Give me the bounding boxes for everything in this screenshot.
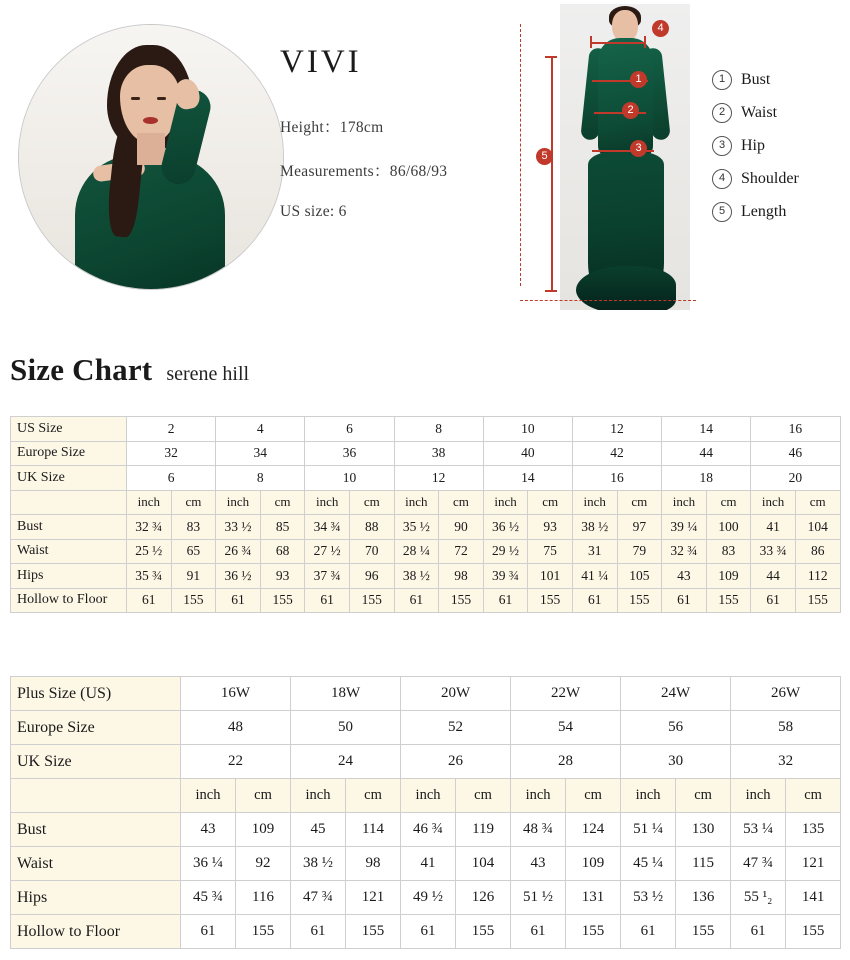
table-row bbox=[11, 711, 841, 745]
unit-cell: inch bbox=[127, 490, 172, 515]
cell: 61 bbox=[305, 588, 350, 613]
cell: 33 ½ bbox=[216, 515, 261, 540]
cell: 14 bbox=[483, 466, 572, 491]
table-row bbox=[11, 539, 841, 564]
cell: 115 bbox=[676, 847, 731, 881]
table-row bbox=[11, 515, 841, 540]
marker-4-shoulder: 4 bbox=[652, 20, 669, 37]
unit-cell: cm bbox=[439, 490, 484, 515]
cell: 155 bbox=[795, 588, 840, 613]
unit-cell: cm bbox=[260, 490, 305, 515]
legend-label-length: Length bbox=[741, 203, 787, 220]
cell: 36 ½ bbox=[216, 564, 261, 589]
cell: 32 ¾ bbox=[127, 515, 172, 540]
cell: 55 ¹₂ bbox=[731, 881, 786, 915]
cell: 61 bbox=[127, 588, 172, 613]
cell: 43 bbox=[662, 564, 707, 589]
cell: 49 ½ bbox=[401, 881, 456, 915]
unit-cell: cm bbox=[706, 490, 751, 515]
cell: 48 ¾ bbox=[511, 813, 566, 847]
unit-cell: inch bbox=[662, 490, 707, 515]
cell: 38 ½ bbox=[394, 564, 439, 589]
legend-label-waist: Waist bbox=[741, 104, 778, 121]
table-row-units bbox=[11, 779, 841, 813]
table-row bbox=[11, 915, 841, 949]
brand-info bbox=[280, 44, 520, 243]
cell: 65 bbox=[171, 539, 216, 564]
cell: 32 bbox=[127, 441, 216, 466]
cell: 10 bbox=[483, 417, 572, 442]
cell: 32 bbox=[731, 745, 841, 779]
marker-2-waist: 2 bbox=[622, 102, 639, 119]
cell: 33 ¾ bbox=[751, 539, 796, 564]
unit-cell: inch bbox=[621, 779, 676, 813]
cell: 61 bbox=[216, 588, 261, 613]
cell: 86 bbox=[795, 539, 840, 564]
cell: 109 bbox=[706, 564, 751, 589]
guide-dashed-bottom bbox=[520, 300, 696, 301]
cell: 98 bbox=[346, 847, 401, 881]
unit-cell: cm bbox=[617, 490, 662, 515]
cell: 61 bbox=[751, 588, 796, 613]
unit-cell: cm bbox=[795, 490, 840, 515]
legend-badge-3: 3 bbox=[712, 136, 732, 156]
cell: 28 ¼ bbox=[394, 539, 439, 564]
table-row bbox=[11, 677, 841, 711]
cell: 26 bbox=[401, 745, 511, 779]
model-us-size: US size: 6 bbox=[280, 203, 347, 220]
table-row bbox=[11, 588, 841, 613]
cell: 155 bbox=[346, 915, 401, 949]
legend-item-hip bbox=[712, 136, 844, 156]
cell: 121 bbox=[346, 881, 401, 915]
cell: 46 bbox=[751, 441, 840, 466]
cell: 48 bbox=[181, 711, 291, 745]
row-label-plus-size: Plus Size (US) bbox=[11, 677, 181, 711]
cell: 124 bbox=[566, 813, 621, 847]
cell: 53 ¼ bbox=[731, 813, 786, 847]
cell: 24 bbox=[291, 745, 401, 779]
legend-badge-4: 4 bbox=[712, 169, 732, 189]
size-chart-heading bbox=[10, 352, 249, 388]
cell: 12 bbox=[394, 466, 483, 491]
row-label-europe-size: Europe Size bbox=[11, 441, 127, 466]
unit-cell: inch bbox=[511, 779, 566, 813]
cell: 2 bbox=[127, 417, 216, 442]
model-illustration bbox=[19, 25, 283, 289]
size-chart-subtitle: serene hill bbox=[166, 363, 250, 385]
cell: 37 ¾ bbox=[305, 564, 350, 589]
cell: 44 bbox=[662, 441, 751, 466]
table-row-units bbox=[11, 490, 841, 515]
row-label-units bbox=[11, 779, 181, 813]
measurement-legend bbox=[712, 70, 844, 235]
cell: 34 bbox=[216, 441, 305, 466]
unit-cell: cm bbox=[171, 490, 216, 515]
table-row bbox=[11, 441, 841, 466]
unit-cell: cm bbox=[528, 490, 573, 515]
cell: 20 bbox=[751, 466, 840, 491]
cell: 116 bbox=[236, 881, 291, 915]
cell: 88 bbox=[349, 515, 394, 540]
table-row bbox=[11, 466, 841, 491]
cell: 90 bbox=[439, 515, 484, 540]
cell: 61 bbox=[291, 915, 346, 949]
cell: 18W bbox=[291, 677, 401, 711]
cell: 114 bbox=[346, 813, 401, 847]
unit-cell: cm bbox=[566, 779, 621, 813]
header-section bbox=[0, 0, 850, 320]
cell: 30 bbox=[621, 745, 731, 779]
cell: 75 bbox=[528, 539, 573, 564]
cell: 54 bbox=[511, 711, 621, 745]
dress-photo bbox=[560, 4, 690, 310]
cell: 155 bbox=[456, 915, 511, 949]
row-label-waist: Waist bbox=[11, 847, 181, 881]
cell: 12 bbox=[572, 417, 661, 442]
cell: 155 bbox=[706, 588, 751, 613]
cell: 135 bbox=[786, 813, 841, 847]
cell: 155 bbox=[349, 588, 394, 613]
row-label-us-size: US Size bbox=[11, 417, 127, 442]
cell: 51 ¼ bbox=[621, 813, 676, 847]
cell: 28 bbox=[511, 745, 621, 779]
cell: 61 bbox=[394, 588, 439, 613]
row-label-hollow-to-floor: Hollow to Floor bbox=[11, 588, 127, 613]
cell: 43 bbox=[511, 847, 566, 881]
cell: 45 bbox=[291, 813, 346, 847]
cell: 130 bbox=[676, 813, 731, 847]
table-row bbox=[11, 745, 841, 779]
standard-size-table bbox=[10, 416, 841, 613]
marker-1-bust: 1 bbox=[630, 71, 647, 88]
unit-cell: cm bbox=[676, 779, 731, 813]
cell: 41 bbox=[401, 847, 456, 881]
unit-cell: inch bbox=[181, 779, 236, 813]
cell: 27 ½ bbox=[305, 539, 350, 564]
cell: 109 bbox=[566, 847, 621, 881]
cell: 70 bbox=[349, 539, 394, 564]
table-row bbox=[11, 881, 841, 915]
row-label-europe-size: Europe Size bbox=[11, 711, 181, 745]
unit-cell: cm bbox=[346, 779, 401, 813]
cell: 61 bbox=[572, 588, 617, 613]
unit-cell: inch bbox=[751, 490, 796, 515]
legend-item-bust bbox=[712, 70, 844, 90]
cell: 47 ¾ bbox=[291, 881, 346, 915]
cell: 47 ¾ bbox=[731, 847, 786, 881]
table-row bbox=[11, 417, 841, 442]
table-row bbox=[11, 813, 841, 847]
unit-cell: cm bbox=[786, 779, 841, 813]
unit-cell: cm bbox=[236, 779, 291, 813]
unit-cell: inch bbox=[291, 779, 346, 813]
cell: 92 bbox=[236, 847, 291, 881]
cell: 6 bbox=[127, 466, 216, 491]
cell: 22 bbox=[181, 745, 291, 779]
legend-item-length bbox=[712, 202, 844, 222]
cell: 38 bbox=[394, 441, 483, 466]
cell: 93 bbox=[260, 564, 305, 589]
cell: 85 bbox=[260, 515, 305, 540]
cell: 4 bbox=[216, 417, 305, 442]
row-label-units bbox=[11, 490, 127, 515]
cell: 25 ½ bbox=[127, 539, 172, 564]
unit-cell: inch bbox=[216, 490, 261, 515]
cell: 29 ½ bbox=[483, 539, 528, 564]
cell: 112 bbox=[795, 564, 840, 589]
row-label-bust: Bust bbox=[11, 515, 127, 540]
unit-cell: cm bbox=[349, 490, 394, 515]
cell: 119 bbox=[456, 813, 511, 847]
cell: 104 bbox=[456, 847, 511, 881]
cell: 31 bbox=[572, 539, 617, 564]
cell: 38 ½ bbox=[291, 847, 346, 881]
cell: 155 bbox=[566, 915, 621, 949]
cell: 101 bbox=[528, 564, 573, 589]
cell: 24W bbox=[621, 677, 731, 711]
cell: 121 bbox=[786, 847, 841, 881]
cell: 61 bbox=[511, 915, 566, 949]
brand-name: VIVI bbox=[280, 44, 362, 80]
cell: 20W bbox=[401, 677, 511, 711]
cell: 155 bbox=[786, 915, 841, 949]
cell: 105 bbox=[617, 564, 662, 589]
measurement-diagram bbox=[512, 0, 712, 316]
model-height: Height：178cm bbox=[280, 119, 384, 136]
cell: 32 ¾ bbox=[662, 539, 707, 564]
plus-size-table bbox=[10, 676, 841, 949]
cell: 96 bbox=[349, 564, 394, 589]
cell: 51 ½ bbox=[511, 881, 566, 915]
legend-item-waist bbox=[712, 103, 844, 123]
row-label-uk-size: UK Size bbox=[11, 745, 181, 779]
cell: 35 ¾ bbox=[127, 564, 172, 589]
cell: 16 bbox=[572, 466, 661, 491]
cell: 126 bbox=[456, 881, 511, 915]
cell: 10 bbox=[305, 466, 394, 491]
row-label-hollow-to-floor: Hollow to Floor bbox=[11, 915, 181, 949]
cell: 36 bbox=[305, 441, 394, 466]
cell: 97 bbox=[617, 515, 662, 540]
cell: 18 bbox=[662, 466, 751, 491]
cell: 42 bbox=[572, 441, 661, 466]
cell: 45 ¾ bbox=[181, 881, 236, 915]
cell: 43 bbox=[181, 813, 236, 847]
cell: 155 bbox=[439, 588, 484, 613]
model-photo-circle bbox=[18, 24, 284, 290]
row-label-bust: Bust bbox=[11, 813, 181, 847]
cell: 61 bbox=[662, 588, 707, 613]
cell: 61 bbox=[621, 915, 676, 949]
unit-cell: inch bbox=[572, 490, 617, 515]
cell: 8 bbox=[216, 466, 305, 491]
row-label-uk-size: UK Size bbox=[11, 466, 127, 491]
shoulder-measure-line bbox=[590, 42, 646, 44]
cell: 155 bbox=[528, 588, 573, 613]
unit-cell: inch bbox=[305, 490, 350, 515]
cell: 155 bbox=[617, 588, 662, 613]
cell: 6 bbox=[305, 417, 394, 442]
cell: 68 bbox=[260, 539, 305, 564]
cell: 41 bbox=[751, 515, 796, 540]
marker-3-hip: 3 bbox=[630, 140, 647, 157]
row-label-waist: Waist bbox=[11, 539, 127, 564]
cell: 8 bbox=[394, 417, 483, 442]
cell: 109 bbox=[236, 813, 291, 847]
unit-cell: cm bbox=[456, 779, 511, 813]
cell: 36 ¼ bbox=[181, 847, 236, 881]
cell: 83 bbox=[706, 539, 751, 564]
cell: 52 bbox=[401, 711, 511, 745]
cell: 61 bbox=[181, 915, 236, 949]
legend-label-hip: Hip bbox=[741, 137, 765, 154]
cell: 79 bbox=[617, 539, 662, 564]
model-measurements: Measurements：86/68/93 bbox=[280, 163, 448, 180]
cell: 72 bbox=[439, 539, 484, 564]
legend-label-shoulder: Shoulder bbox=[741, 170, 799, 187]
marker-5-length: 5 bbox=[536, 148, 553, 165]
size-chart-title: Size Chart bbox=[10, 352, 153, 387]
cell: 61 bbox=[731, 915, 786, 949]
cell: 155 bbox=[260, 588, 305, 613]
cell: 26W bbox=[731, 677, 841, 711]
unit-cell: inch bbox=[731, 779, 786, 813]
cell: 155 bbox=[171, 588, 216, 613]
cell: 16W bbox=[181, 677, 291, 711]
legend-badge-1: 1 bbox=[712, 70, 732, 90]
cell: 39 ¾ bbox=[483, 564, 528, 589]
cell: 83 bbox=[171, 515, 216, 540]
cell: 141 bbox=[786, 881, 841, 915]
cell: 40 bbox=[483, 441, 572, 466]
cell: 16 bbox=[751, 417, 840, 442]
cell: 104 bbox=[795, 515, 840, 540]
cell: 44 bbox=[751, 564, 796, 589]
cell: 100 bbox=[706, 515, 751, 540]
table-row bbox=[11, 564, 841, 589]
cell: 58 bbox=[731, 711, 841, 745]
cell: 39 ¼ bbox=[662, 515, 707, 540]
cell: 45 ¼ bbox=[621, 847, 676, 881]
row-label-hips: Hips bbox=[11, 564, 127, 589]
cell: 53 ½ bbox=[621, 881, 676, 915]
cell: 56 bbox=[621, 711, 731, 745]
cell: 26 ¾ bbox=[216, 539, 261, 564]
cell: 36 ½ bbox=[483, 515, 528, 540]
guide-dashed-left bbox=[520, 24, 521, 286]
cell: 46 ¾ bbox=[401, 813, 456, 847]
row-label-hips: Hips bbox=[11, 881, 181, 915]
unit-cell: inch bbox=[394, 490, 439, 515]
cell: 155 bbox=[676, 915, 731, 949]
table-row bbox=[11, 847, 841, 881]
cell: 93 bbox=[528, 515, 573, 540]
unit-cell: inch bbox=[401, 779, 456, 813]
legend-item-shoulder bbox=[712, 169, 844, 189]
cell: 14 bbox=[662, 417, 751, 442]
cell: 41 ¼ bbox=[572, 564, 617, 589]
cell: 50 bbox=[291, 711, 401, 745]
cell: 35 ½ bbox=[394, 515, 439, 540]
cell: 98 bbox=[439, 564, 484, 589]
cell: 136 bbox=[676, 881, 731, 915]
cell: 61 bbox=[401, 915, 456, 949]
legend-badge-5: 5 bbox=[712, 202, 732, 222]
legend-label-bust: Bust bbox=[741, 71, 771, 88]
unit-cell: inch bbox=[483, 490, 528, 515]
cell: 38 ½ bbox=[572, 515, 617, 540]
cell: 131 bbox=[566, 881, 621, 915]
cell: 91 bbox=[171, 564, 216, 589]
cell: 22W bbox=[511, 677, 621, 711]
cell: 155 bbox=[236, 915, 291, 949]
cell: 34 ¾ bbox=[305, 515, 350, 540]
cell: 61 bbox=[483, 588, 528, 613]
length-measure-line bbox=[551, 56, 553, 292]
legend-badge-2: 2 bbox=[712, 103, 732, 123]
